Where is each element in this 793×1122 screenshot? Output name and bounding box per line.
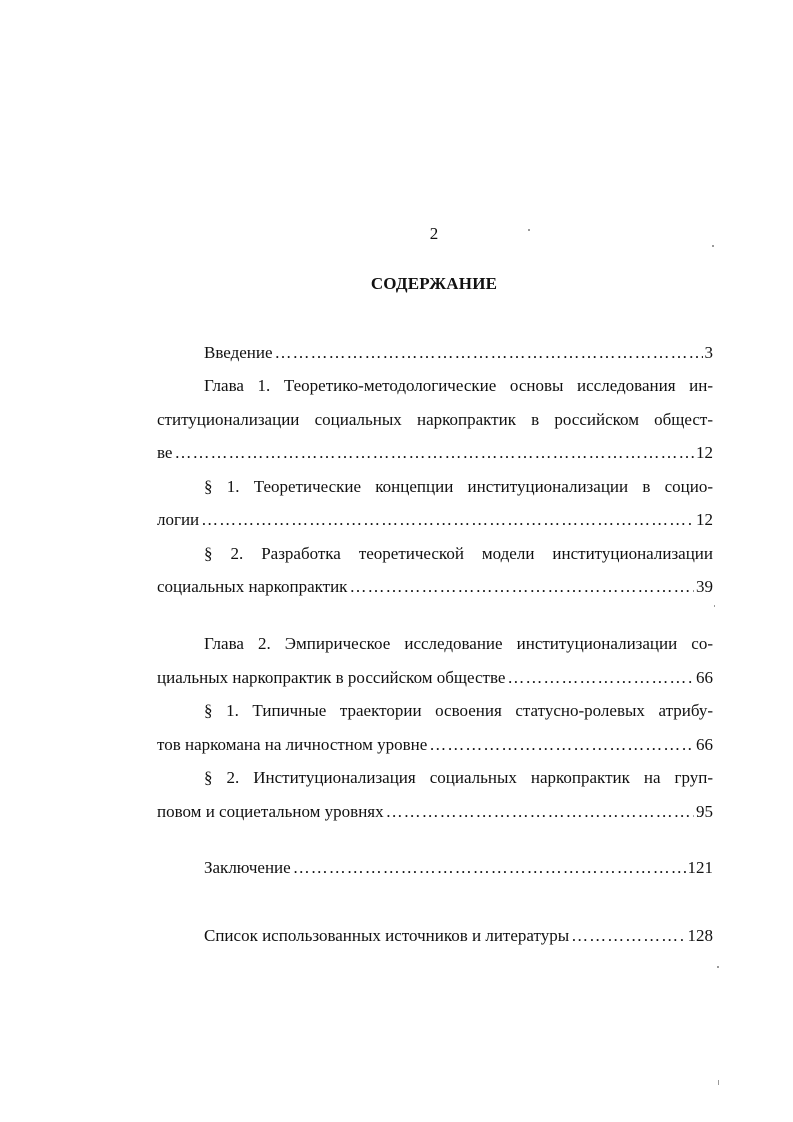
toc-entry-section-1-2-line[interactable]: § 2. Разработка теоретической модели институционализации: [204, 544, 713, 563]
toc-entry-section-1-1[interactable]: [157, 508, 713, 532]
toc-entry-label: социальных наркопрактик: [157, 577, 348, 596]
toc-entry-chapter-2-line[interactable]: Глава 2. Эмпирическое исследование институционализации со-: [204, 634, 713, 653]
dot-leader: [386, 800, 694, 824]
dot-leader: [349, 575, 694, 599]
toc-entry-section-2-2-line[interactable]: § 2. Институционализация социальных наркопрактик на груп-: [204, 768, 713, 787]
toc-entry-chapter-1-line[interactable]: ституционализации социальных наркопрактик в российском общест-: [157, 410, 713, 429]
scan-speck: [714, 605, 715, 607]
toc-page-number: 66: [696, 735, 713, 754]
toc-page-number: 66: [696, 668, 713, 687]
dot-leader: [571, 924, 685, 948]
dot-leader: [174, 441, 694, 465]
scan-speck: [717, 966, 719, 968]
toc-page-number: 3: [704, 343, 713, 362]
scan-speck: [528, 229, 530, 231]
scan-speck: [712, 245, 714, 247]
toc-entry-label: Список использованных источников и литературы: [204, 926, 570, 945]
toc-entry-label: ве: [157, 443, 173, 462]
toc-page-number: 12: [696, 510, 713, 529]
toc-entry-label: Заключение: [204, 858, 291, 877]
dot-leader: [201, 508, 694, 532]
toc-entry-label: Введение: [204, 343, 273, 362]
toc-entry-section-1-2[interactable]: [157, 575, 713, 599]
dot-leader: [275, 341, 703, 365]
toc-page-number: 39: [696, 577, 713, 596]
dot-leader: [507, 666, 694, 690]
dot-leader: [429, 733, 694, 757]
toc-entry-chapter-1[interactable]: [157, 441, 713, 465]
toc-entry-label: циальных наркопрактик в российском обществе: [157, 668, 506, 687]
toc-entry-section-1-1-line[interactable]: § 1. Теоретические концепции институционализации в социо-: [204, 477, 713, 496]
toc-page-number: 128: [687, 926, 713, 945]
toc-page-number: 12: [696, 443, 713, 462]
toc-entry-label: повом и социетальном уровнях: [157, 802, 384, 821]
toc-entry-chapter-2[interactable]: [157, 666, 713, 690]
toc-entry-references[interactable]: [157, 924, 713, 948]
toc-entry-intro[interactable]: [157, 341, 713, 365]
toc-entry-label: логии: [157, 510, 200, 529]
page-title: СОДЕРЖАНИЕ: [370, 274, 498, 293]
scan-speck: [718, 1080, 719, 1085]
toc-entry-chapter-1-line[interactable]: Глава 1. Теоретико-методологические основы исследования ин-: [204, 376, 713, 395]
dot-leader: [293, 856, 686, 880]
toc-entry-section-2-1[interactable]: [157, 733, 713, 757]
toc-entry-section-2-1-line[interactable]: § 1. Типичные траектории освоения статусно-ролевых атрибу-: [204, 701, 713, 720]
toc-entry-label: тов наркомана на личностном уровне: [157, 735, 428, 754]
toc-page-number: 121: [687, 858, 713, 877]
page-number: 2: [429, 224, 439, 243]
toc-entry-section-2-2[interactable]: [157, 800, 713, 824]
toc-page-number: 95: [696, 802, 713, 821]
toc-entry-conclusion[interactable]: [157, 856, 713, 880]
